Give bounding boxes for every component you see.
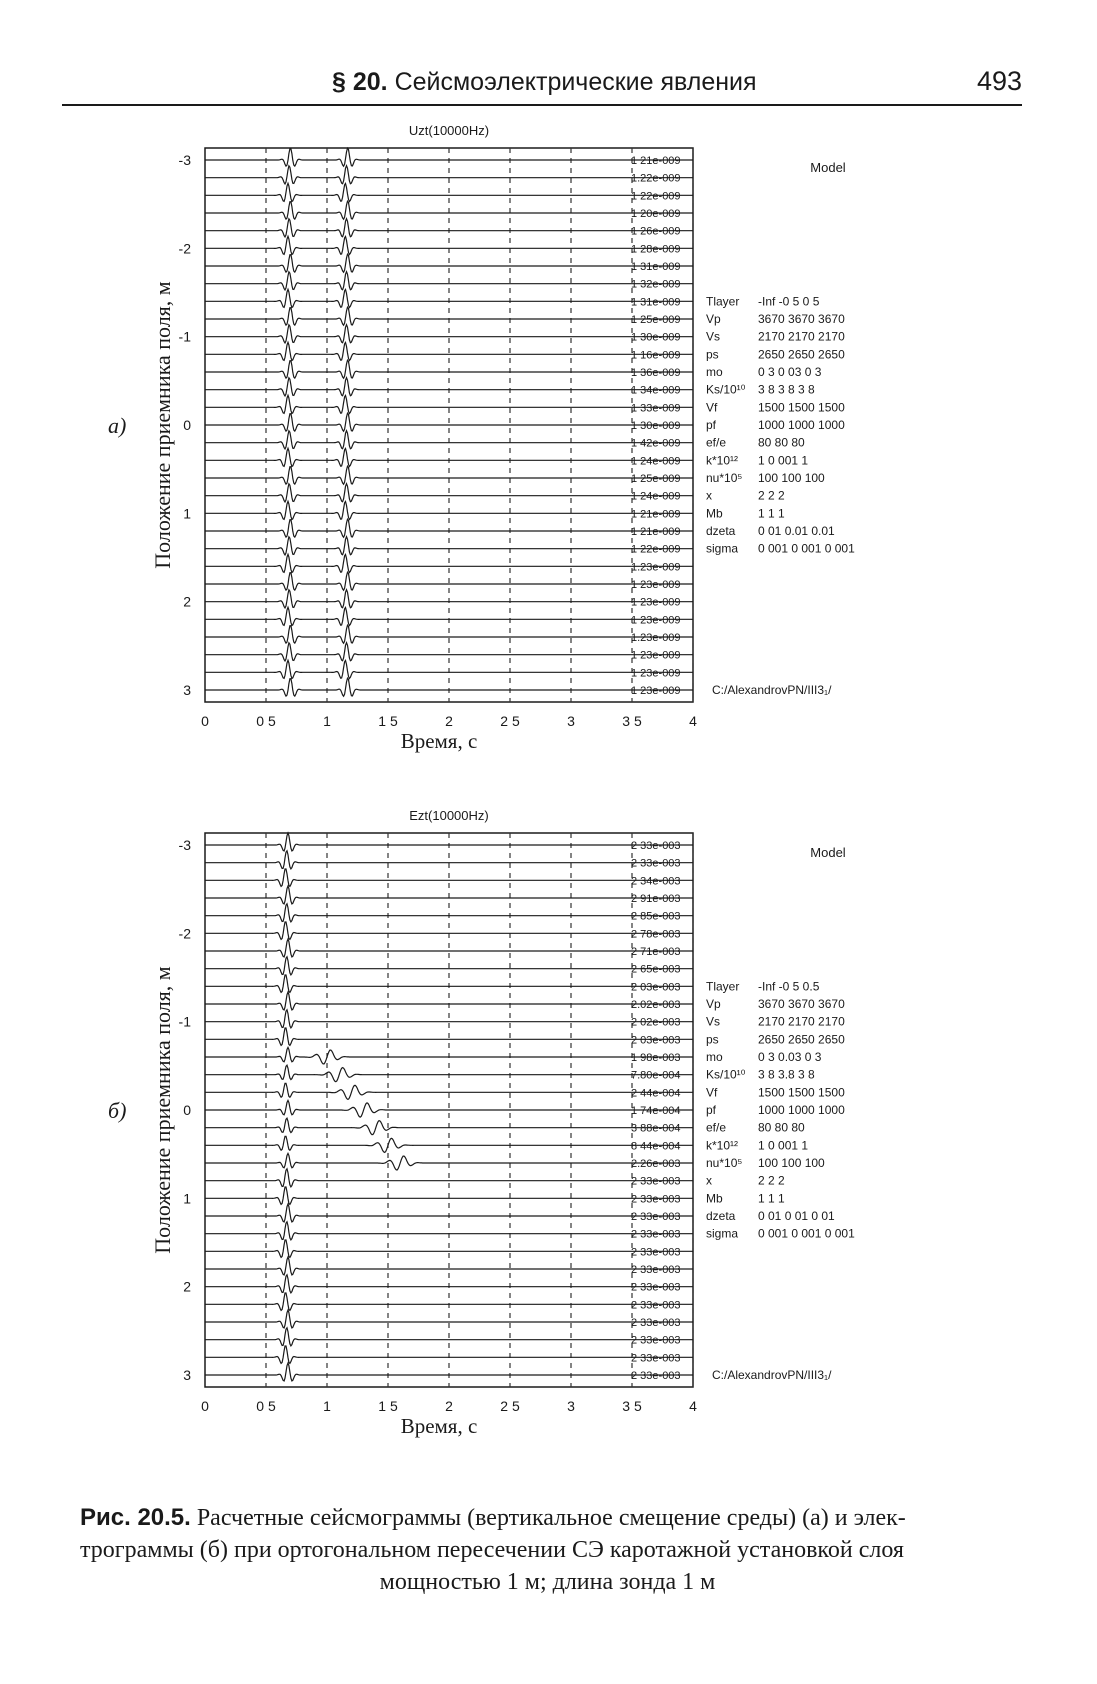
chart1-amplitude-label: 2 78e-003	[631, 928, 681, 941]
chart1-param-name: k*10¹²	[706, 1138, 739, 1153]
chart1-x-tick-label: 1 5	[378, 1398, 398, 1414]
chart1-amplitude-label: 2 33e-003	[631, 1175, 681, 1188]
chart1-param-name: Ks/10¹⁰	[706, 1067, 746, 1082]
chart1-param-name: Vs	[706, 1014, 721, 1029]
chart1-amplitude-label: 2 33e-003	[631, 1264, 681, 1276]
chart0-y-tick-label: 2	[183, 593, 191, 610]
chart0-param-value: 1500 1500 1500	[758, 400, 845, 415]
chart0-param-name: Tlayer	[706, 294, 740, 309]
chart1-x-tick-label: 2 5	[500, 1398, 520, 1414]
chart0-x-tick-label: 1	[323, 713, 331, 729]
chart1-amplitude-label: 2.26e-003	[631, 1158, 681, 1170]
chart1-x-axis-label: Время, с	[400, 1414, 478, 1438]
chart1-amplitude-label: 2 03e-003	[631, 981, 681, 994]
chart0-param-name: nu*10⁵	[706, 471, 743, 485]
chart1-param-name: dzeta	[706, 1209, 736, 1223]
chart1-amplitude-label: 2 85e-003	[631, 910, 681, 923]
chart0-amplitude-label: 1 34e-009	[631, 384, 681, 397]
chart0-param-name: mo	[706, 365, 723, 379]
chart1-y-tick-label: 1	[183, 1190, 191, 1207]
chart1-param-value: 1 1 1	[758, 1191, 785, 1206]
chart0-param-value: 100 100 100	[758, 471, 825, 485]
chart1-panel-label: б)	[108, 1098, 127, 1123]
chart0-amplitude-label: 1 21e-009	[631, 526, 681, 538]
chart0-amplitude-label: 1 25e-009	[631, 473, 681, 485]
section-number: § 20.	[332, 68, 388, 96]
page-number: 493	[976, 66, 1022, 96]
electrogram-chart-b	[0, 810, 1097, 1490]
chart1-x-tick-label: 1	[323, 1398, 331, 1414]
chart0-amplitude-label: 1 16e-009	[631, 349, 681, 362]
chart0-amplitude-label: 1 33e-009	[631, 402, 681, 415]
chart1-y-tick-label: -1	[178, 1013, 191, 1030]
chart1-param-name: Vf	[706, 1085, 718, 1100]
chart1-param-name: Tlayer	[706, 979, 740, 994]
electrogram-panel-b	[0, 810, 1097, 1490]
chart0-amplitude-label: 1 24e-009	[631, 455, 681, 468]
chart0-amplitude-label: 1 30e-009	[631, 420, 681, 432]
chart1-param-value: 0 3 0.03 0 3	[758, 1050, 822, 1064]
chart1-x-tick-label: 3 5	[622, 1398, 642, 1414]
chart1-y-tick-label: 0	[183, 1102, 191, 1118]
chart0-param-value: 0 3 0 03 0 3	[758, 365, 822, 379]
chart1-param-value: 80 80 80	[758, 1120, 805, 1135]
chart1-x-tick-label: 0	[201, 1398, 209, 1414]
chart0-amplitude-label: 1 22e-009	[631, 190, 681, 203]
chart1-param-value: 2650 2650 2650	[758, 1032, 845, 1047]
chart1-amplitude-label: 2 02e-003	[631, 1016, 681, 1029]
chart0-amplitude-label: 1 28e-009	[631, 243, 681, 256]
chart0-amplitude-label: 1 21e-009	[631, 508, 681, 521]
chart0-x-tick-label: 3	[567, 713, 575, 729]
chart1-model-title: Model	[810, 845, 846, 860]
chart0-amplitude-label: 1 23e-009	[631, 579, 681, 591]
chart0-x-tick-label: 3 5	[622, 713, 642, 729]
chart1-amplitude-label: 2 33e-003	[631, 1211, 681, 1223]
chart0-param-name: Vp	[706, 312, 721, 326]
chart1-param-value: 0 01 0 01 0 01	[758, 1209, 835, 1223]
chart0-param-name: pf	[706, 418, 717, 432]
chart1-y-tick-label: 2	[183, 1278, 191, 1295]
chart0-param-value: 1 0 001 1	[758, 453, 809, 468]
chart0-param-value: 3 8 3 8 3 8	[758, 382, 815, 397]
chart1-param-value: 0 001 0 001 0 001	[758, 1226, 855, 1241]
chart0-param-name: Mb	[706, 506, 723, 521]
chart1-amplitude-label: 2 33e-003	[631, 1299, 681, 1312]
chart0-y-tick-label: 3	[183, 682, 191, 698]
chart0-amplitude-label: 1 21e-009	[631, 155, 681, 167]
chart0-param-value: 80 80 80	[758, 435, 805, 450]
chart0-amplitude-label: 1 23e-009	[631, 614, 681, 627]
chart0-x-axis-label: Время, с	[400, 729, 478, 753]
chart1-param-name: nu*10⁵	[706, 1156, 743, 1170]
chart1-amplitude-label: 2 33e-003	[631, 1193, 681, 1206]
chart0-amplitude-label: 1 22e-009	[631, 543, 681, 556]
chart0-panel-label: а)	[108, 413, 127, 438]
caption-line-2: трограммы (б) при ортогональном пересечении СЭ каротажной установкой слоя	[80, 1537, 904, 1563]
chart0-param-name: k*10¹²	[706, 453, 739, 468]
chart0-y-tick-label: -2	[178, 240, 191, 257]
chart1-amplitude-label: 2 33e-003	[631, 840, 681, 852]
section-name: Сейсмоэлектрические явления	[394, 68, 757, 96]
chart1-amplitude-label: 2 33e-003	[631, 857, 681, 870]
chart0-amplitude-label: 1 30e-009	[631, 331, 681, 344]
chart1-x-tick-label: 2	[445, 1398, 453, 1414]
chart1-param-name: Vp	[706, 997, 721, 1011]
chart0-amplitude-label: 1 23e-009	[631, 685, 681, 697]
chart0-y-tick-label: 1	[183, 505, 191, 522]
chart0-amplitude-label: 1 23e-009	[631, 667, 681, 680]
chart1-amplitude-label: 2 33e-003	[631, 1246, 681, 1259]
chart1-amplitude-label: 2 33e-003	[631, 1317, 681, 1329]
chart0-param-value: 2 2 2	[758, 488, 785, 503]
chart1-amplitude-label: 2 33e-003	[631, 1334, 681, 1347]
chart1-param-value: -Inf -0 5 0.5	[758, 979, 820, 994]
chart0-model-title: Model	[810, 160, 846, 175]
chart0-x-tick-label: 4	[689, 713, 697, 729]
chart1-param-name: sigma	[706, 1226, 739, 1241]
chart1-x-tick-label: 3	[567, 1398, 575, 1414]
chart0-amplitude-label: 1 20e-009	[631, 208, 681, 220]
chart1-amplitude-label: 2 33e-003	[631, 1281, 681, 1294]
chart1-y-axis-label: Положение приемника поля, м	[150, 966, 175, 1254]
chart0-path-label: C:/AlexandrovPN/III3₁/	[712, 683, 832, 697]
chart0-amplitude-label: 1 24e-009	[631, 490, 681, 503]
chart1-param-value: 2 2 2	[758, 1173, 785, 1188]
chart1-y-tick-label: 3	[183, 1367, 191, 1383]
chart1-param-name: ef/e	[706, 1120, 727, 1135]
chart1-amplitude-label: 2 33e-003	[631, 1352, 681, 1365]
chart0-param-name: sigma	[706, 541, 739, 556]
chart0-amplitude-label: 1.22e-009	[631, 172, 681, 185]
chart0-x-tick-label: 0 5	[256, 713, 276, 729]
chart0-x-tick-label: 2	[445, 713, 453, 729]
chart0-amplitude-label: 1 42e-009	[631, 437, 681, 450]
chart1-amplitude-label: 1 98e-003	[631, 1052, 681, 1064]
figure-caption	[80, 1502, 1015, 1598]
chart1-amplitude-label: 2 33e-003	[631, 1228, 681, 1241]
running-header	[62, 60, 1022, 100]
chart1-param-value: 1 0 001 1	[758, 1138, 809, 1153]
chart0-param-name: Vf	[706, 400, 718, 415]
chart0-param-name: Ks/10¹⁰	[706, 382, 746, 397]
chart0-amplitude-label: 1 25e-009	[631, 314, 681, 326]
chart1-amplitude-label: 2 44e-004	[631, 1087, 681, 1100]
chart0-y-axis-label: Положение приемника поля, м	[150, 281, 175, 569]
chart0-amplitude-label: 1 36e-009	[631, 367, 681, 379]
chart0-param-value: 2650 2650 2650	[758, 347, 845, 362]
chart1-param-value: 1500 1500 1500	[758, 1085, 845, 1100]
chart0-x-tick-label: 1 5	[378, 713, 398, 729]
caption-line-1	[80, 1502, 1015, 1534]
chart0-amplitude-label: 1.23e-009	[631, 632, 681, 644]
header-rule	[62, 104, 1022, 106]
chart1-amplitude-label: 3 88e-004	[631, 1122, 681, 1135]
chart0-param-value: 0 01 0.01 0.01	[758, 524, 835, 538]
chart0-param-value: 1 1 1	[758, 506, 785, 521]
chart0-amplitude-label: 1 23e-009	[631, 649, 681, 662]
chart1-amplitude-label: 2 71e-003	[631, 946, 681, 958]
chart1-x-tick-label: 0 5	[256, 1398, 276, 1414]
chart1-amplitude-label: 2 03e-003	[631, 1034, 681, 1047]
chart0-param-name: dzeta	[706, 524, 736, 538]
chart0-param-name: x	[706, 488, 712, 503]
chart1-amplitude-label: 1 74e-004	[631, 1105, 681, 1117]
caption-text-1: Расчетные сейсмограммы (вертикальное смещение среды) (а) и элек-	[196, 1505, 906, 1531]
chart0-param-value: 1000 1000 1000	[758, 418, 845, 432]
chart1-y-tick-label: -3	[178, 837, 191, 853]
chart1-param-value: 3670 3670 3670	[758, 997, 845, 1011]
chart0-title: Uzt(10000Hz)	[408, 125, 490, 138]
chart0-y-tick-label: -3	[178, 152, 191, 168]
chart0-x-tick-label: 2 5	[500, 713, 520, 729]
chart1-amplitude-label: 8 44e-004	[631, 1140, 681, 1153]
chart0-param-value: -Inf -0 5 0 5	[758, 294, 820, 309]
chart1-param-value: 1000 1000 1000	[758, 1103, 845, 1117]
chart1-param-name: mo	[706, 1050, 723, 1064]
chart0-y-tick-label: 0	[183, 417, 191, 433]
chart0-amplitude-label: 1 31e-009	[631, 261, 681, 273]
section-title	[332, 68, 757, 97]
chart1-amplitude-label: 2.02e-003	[631, 999, 681, 1011]
seismogram-chart-a	[0, 125, 1097, 805]
chart1-title: Ezt(10000Hz)	[409, 810, 489, 823]
chart0-amplitude-label: 1.23e-009	[631, 561, 681, 574]
chart1-amplitude-label: 2 34e-003	[631, 875, 681, 888]
chart0-param-value: 0 001 0 001 0 001	[758, 541, 855, 556]
chart1-amplitude-label: 7.80e-004	[631, 1069, 681, 1082]
chart1-param-name: x	[706, 1173, 712, 1188]
chart0-amplitude-label: 1 32e-009	[631, 278, 681, 291]
chart0-param-value: 2170 2170 2170	[758, 329, 845, 344]
chart1-param-value: 2170 2170 2170	[758, 1014, 845, 1029]
chart0-param-name: ps	[706, 347, 719, 362]
chart1-param-name: Mb	[706, 1191, 723, 1206]
chart0-param-name: ef/e	[706, 435, 727, 450]
seismogram-panel-a	[0, 125, 1097, 805]
chart1-amplitude-label: 2 65e-003	[631, 963, 681, 976]
chart0-amplitude-label: 1 31e-009	[631, 296, 681, 309]
chart1-param-name: pf	[706, 1103, 717, 1117]
chart1-path-label: C:/AlexandrovPN/III3₁/	[712, 1368, 832, 1382]
chart1-x-tick-label: 4	[689, 1398, 697, 1414]
chart0-param-name: Vs	[706, 329, 721, 344]
chart0-amplitude-label: 1 26e-009	[631, 225, 681, 238]
chart0-x-tick-label: 0	[201, 713, 209, 729]
chart1-param-name: ps	[706, 1032, 719, 1047]
caption-label: Рис. 20.5.	[80, 1504, 191, 1531]
caption-line-3: мощностью 1 м; длина зонда 1 м	[379, 1569, 716, 1595]
chart1-y-tick-label: -2	[178, 925, 191, 942]
chart1-param-value: 100 100 100	[758, 1156, 825, 1170]
chart0-amplitude-label: 1 23e-009	[631, 596, 681, 609]
chart1-param-value: 3 8 3.8 3 8	[758, 1067, 815, 1082]
chart0-param-value: 3670 3670 3670	[758, 312, 845, 326]
chart1-amplitude-label: 2 33e-003	[631, 1370, 681, 1382]
chart1-amplitude-label: 2 91e-003	[631, 893, 681, 905]
chart0-y-tick-label: -1	[178, 328, 191, 345]
